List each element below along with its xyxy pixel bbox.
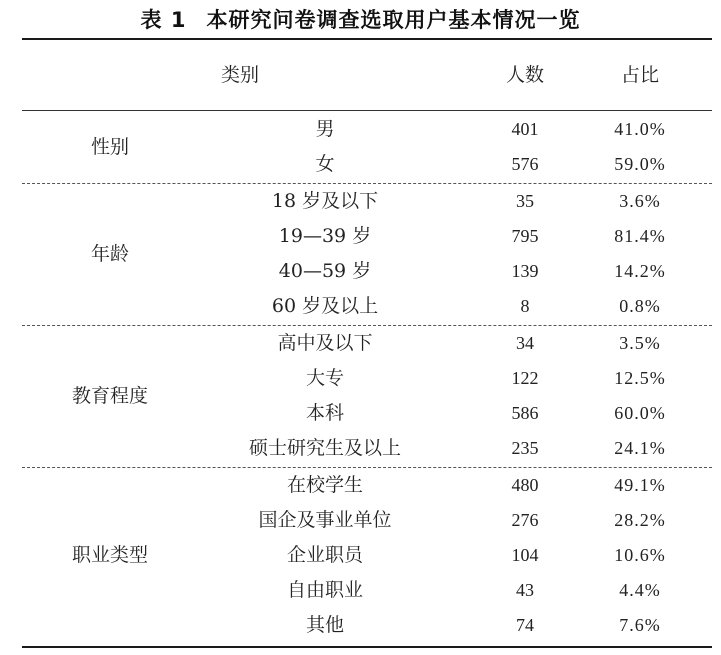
row-subcategory: 大专 [305,367,344,389]
table-row [0,396,721,431]
row-ratio: 10.6% [614,545,666,565]
table-header [0,40,721,110]
table-row [0,538,721,573]
group-age [0,184,721,324]
group-gender [0,112,721,182]
group-occupation [0,468,721,643]
row-count: 139 [511,261,539,281]
table-title: 本研究问卷调查选取用户基本情况一览 [206,8,581,32]
row-subcategory: 女 [315,153,335,175]
row-subcategory: 40—59 岁 [278,260,372,282]
row-ratio: 59.0% [614,154,666,174]
row-count: 586 [511,403,539,423]
row-count: 795 [511,226,539,246]
table-row [0,468,721,503]
header-category: 类别 [220,64,259,86]
row-count: 276 [511,510,539,530]
row-subcategory: 60 岁及以上 [271,295,379,317]
row-count: 104 [511,545,539,565]
row-count: 34 [516,333,534,353]
row-count: 43 [516,580,534,600]
group-education [0,326,721,466]
header-count: 人数 [505,64,544,86]
group-label: 教育程度 [71,385,148,407]
table-row [0,289,721,324]
row-subcategory: 国企及事业单位 [258,509,392,531]
row-count: 8 [520,296,530,316]
row-ratio: 12.5% [614,368,666,388]
row-subcategory: 本科 [305,402,344,424]
row-ratio: 24.1% [614,438,666,458]
table-row [0,608,721,643]
row-subcategory: 高中及以下 [277,332,373,354]
table-row [0,326,721,361]
row-subcategory: 企业职员 [286,544,363,566]
group-label: 性别 [90,136,129,158]
row-subcategory: 19—39 岁 [278,225,372,247]
row-ratio: 49.1% [614,475,666,495]
row-ratio: 41.0% [614,119,666,139]
row-subcategory: 在校学生 [286,474,363,496]
table-row [0,503,721,538]
row-ratio: 3.5% [619,333,661,353]
row-ratio: 3.6% [619,191,661,211]
row-ratio: 7.6% [619,615,661,635]
table-row [0,112,721,147]
header-ratio: 占比 [620,64,659,86]
table-row [0,254,721,289]
row-subcategory: 男 [315,118,335,140]
table-row [0,147,721,182]
row-subcategory: 自由职业 [286,579,363,601]
group-label: 年龄 [90,243,129,265]
row-count: 122 [511,368,539,388]
row-ratio: 14.2% [614,261,666,281]
table-number: 表 1 [140,8,187,32]
table-row [0,431,721,466]
row-subcategory: 18 岁及以下 [271,190,379,212]
row-ratio: 28.2% [614,510,666,530]
row-count: 235 [511,438,539,458]
table-caption [0,4,721,36]
bottom-rule [22,646,712,648]
row-count: 35 [516,191,534,211]
row-count: 74 [516,615,534,635]
row-count: 480 [511,475,539,495]
row-count: 401 [511,119,539,139]
table-row [0,573,721,608]
header-rule [22,110,712,111]
row-subcategory: 其他 [305,614,344,636]
row-ratio: 60.0% [614,403,666,423]
row-count: 576 [511,154,539,174]
row-ratio: 4.4% [619,580,661,600]
row-ratio: 0.8% [619,296,661,316]
row-subcategory: 硕士研究生及以上 [248,437,401,459]
group-label: 职业类型 [71,544,148,566]
row-ratio: 81.4% [614,226,666,246]
table-row [0,219,721,254]
table-row [0,184,721,219]
table-row [0,361,721,396]
